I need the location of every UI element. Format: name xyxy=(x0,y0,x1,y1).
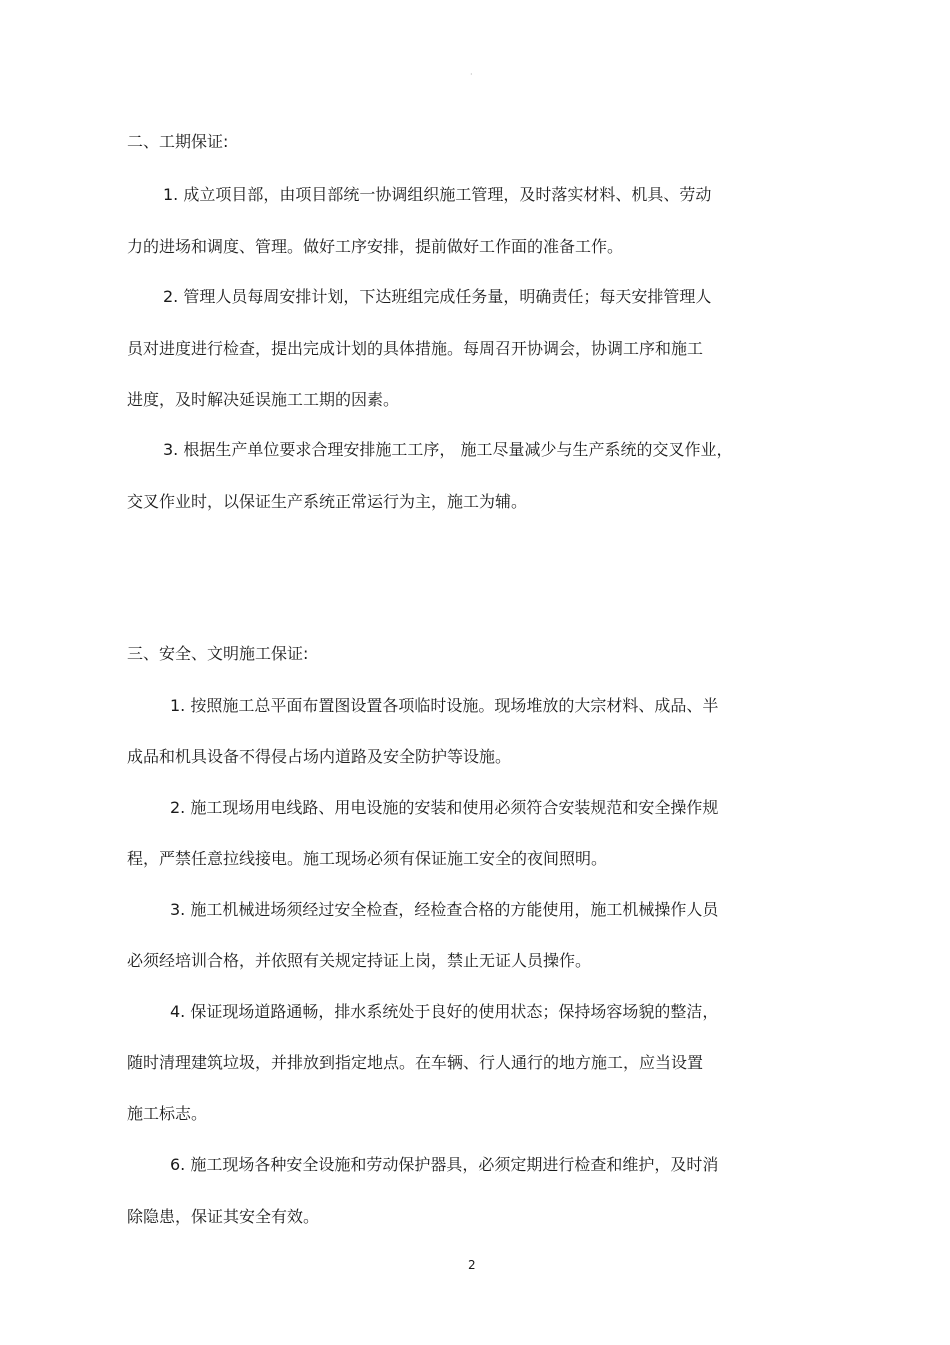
paragraph-line: 2. 管理人员每周安排计划，下达班组完成任务量，明确责任；每天安排管理人 xyxy=(163,287,712,306)
paragraph-line: 1. 成立项目部，由项目部统一协调组织施工管理，及时落实材料、机具、劳动 xyxy=(163,185,712,204)
paragraph-line: 3. 根据生产单位要求合理安排施工工序， 施工尽量减少与生产系统的交叉作业， xyxy=(163,440,733,459)
paragraph-line: 员对进度进行检查，提出完成计划的具体措施。每周召开协调会，协调工序和施工 xyxy=(127,339,704,358)
paragraph-line: 1. 按照施工总平面布置图设置各项临时设施。现场堆放的大宗材料、成品、半 xyxy=(170,696,719,715)
page-number: 2 xyxy=(468,1258,476,1272)
header-mark: · xyxy=(470,70,473,79)
paragraph-line: 交叉作业时，以保证生产系统正常运行为主，施工为辅。 xyxy=(127,492,528,511)
section-heading: 三、安全、文明施工保证: xyxy=(127,644,309,663)
paragraph-line: 进度，及时解决延误施工工期的因素。 xyxy=(127,390,400,409)
paragraph-line: 施工标志。 xyxy=(127,1104,208,1123)
paragraph-line: 必须经培训合格，并依照有关规定持证上岗，禁止无证人员操作。 xyxy=(127,951,592,970)
paragraph-line: 除隐患，保证其安全有效。 xyxy=(127,1207,320,1226)
paragraph-line: 随时清理建筑垃圾，并排放到指定地点。在车辆、行人通行的地方施工，应当设置 xyxy=(127,1053,704,1072)
paragraph-line: 4. 保证现场道路通畅，排水系统处于良好的使用状态；保持场容场貌的整洁， xyxy=(170,1002,719,1021)
paragraph-line: 力的进场和调度、管理。做好工序安排，提前做好工作面的准备工作。 xyxy=(127,237,624,256)
paragraph-line: 成品和机具设备不得侵占场内道路及安全防护等设施。 xyxy=(127,747,512,766)
paragraph-line: 3. 施工机械进场须经过安全检查，经检查合格的方能使用，施工机械操作人员 xyxy=(170,900,719,919)
paragraph-line: 2. 施工现场用电线路、用电设施的安装和使用必须符合安装规范和安全操作规 xyxy=(170,798,719,817)
paragraph-line: 6. 施工现场各种安全设施和劳动保护器具，必须定期进行检查和维护，及时消 xyxy=(170,1155,719,1174)
section-heading: 二、工期保证: xyxy=(127,132,229,151)
paragraph-line: 程，严禁任意拉线接电。施工现场必须有保证施工安全的夜间照明。 xyxy=(127,849,608,868)
